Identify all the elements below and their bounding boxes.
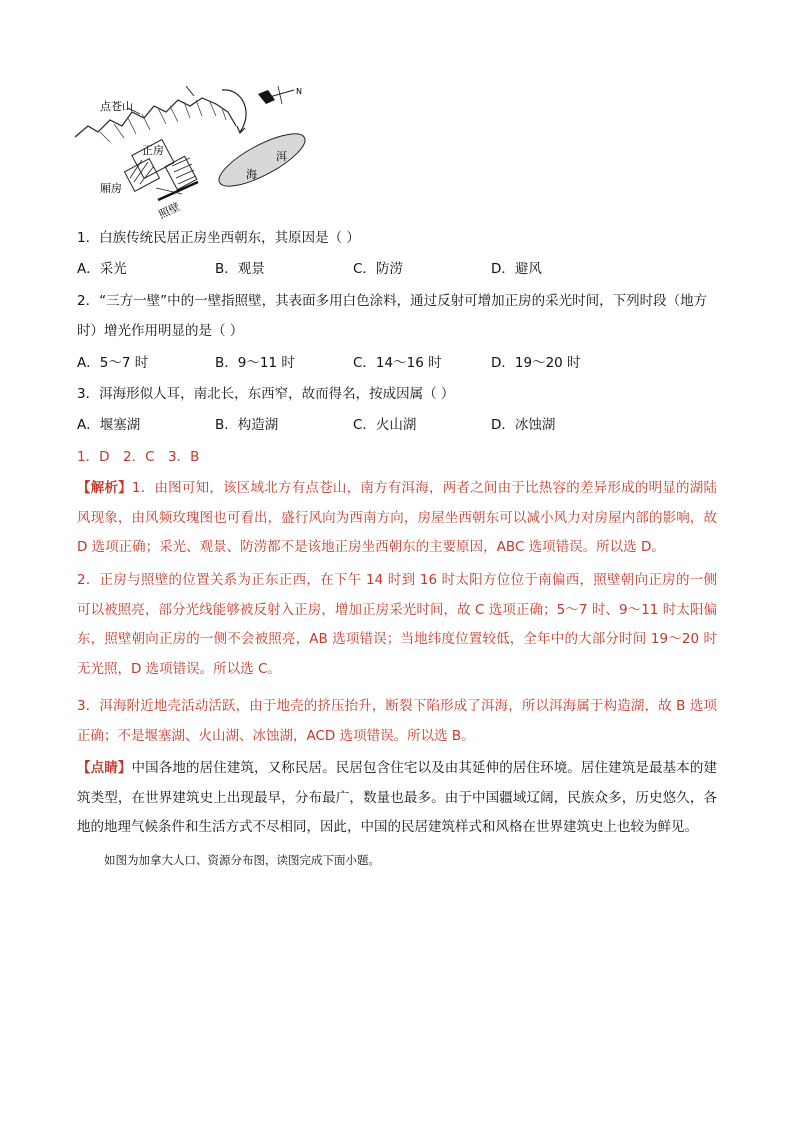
north-arrow-icon	[258, 86, 302, 104]
q2-option-c: C．14～16 时	[353, 355, 442, 371]
key-point-paragraph	[77, 754, 717, 843]
analysis-tag: 【解析】	[77, 480, 132, 496]
main-house-label: 正房	[142, 144, 164, 157]
wing-house-label: 厢房	[100, 182, 122, 195]
q3-option-b: B．构造湖	[215, 417, 279, 433]
question-2-line-2: 时）增光作用明显的是（ ）	[77, 323, 244, 339]
north-label: N	[296, 87, 302, 96]
next-question-intro: 如图为加拿大人口、资源分布图，读图完成下面小题。	[104, 853, 380, 867]
question-1: 1．白族传统民居正房坐西朝东，其原因是（ ）	[77, 230, 360, 246]
analysis-paragraph-1	[77, 474, 717, 563]
q2-option-a: A．5～7 时	[77, 355, 149, 371]
analysis-paragraph-2: 2．正房与照壁的位置关系为正东正西，在下午 14 时到 16 时太阳方位位于南偏西，照壁朝向正房的一侧可以被照亮，部分光线能够被反射入正房，增加正房采光时间，故 C 选项正确；5～7 时、9～11 时太阳偏东，照壁朝向正房的一侧不会被照亮，AB 选项错误；当地纬度位置较低，全年中的大部分时间 19～20 时无光照，D 选项错误。所以选 C。	[77, 572, 717, 677]
lake-label-1: 海	[246, 168, 257, 181]
question-2-line-1: 2．“三方一壁”中的一壁指照壁，其表面多用白色涂料，通过反射可增加正房的采光时间，下列时段（地方	[77, 293, 708, 309]
erhai-lake	[213, 124, 312, 196]
bai-residence-diagram	[70, 82, 330, 222]
q2-option-b: B．9～11 时	[215, 355, 295, 371]
q1-option-b: B．观景	[215, 261, 265, 277]
answer-key: 1．D 2．C 3．B	[77, 449, 200, 465]
q3-option-d: D．冰蚀湖	[491, 417, 556, 433]
q2-option-d: D．19～20 时	[491, 355, 581, 371]
lake-label-2: 洱	[276, 150, 287, 163]
analysis-text-1: 1．由图可知，该区域北方有点苍山，南方有洱海，两者之间由于比热容的差异形成的明显的湖陆风现象，由风频玫瑰图也可看出，盛行风向为西南方向，房屋坐西朝东可以减小风力对房屋内部的影响，故 D 选项正确；采光、观景、防涝都不是该地正房坐西朝东的主要原因，ABC 选项错误。所以选 D。	[77, 480, 717, 555]
analysis-paragraph-3: 3．洱海附近地壳活动活跃，由于地壳的挤压抬升，断裂下陷形成了洱海，所以洱海属于构造湖，故 B 选项正确；不是堰塞湖、火山湖、冰蚀湖，ACD 选项错误。所以选 B。	[77, 698, 717, 744]
wing-house	[100, 159, 160, 195]
question-3: 3．洱海形似人耳，南北长，东西窄，故而得名，按成因属（ ）	[77, 386, 455, 402]
key-point-tag: 【点睛】	[77, 760, 132, 776]
q1-option-c: C．防涝	[353, 261, 403, 277]
q1-option-a: A．采光	[77, 261, 127, 277]
mountain-label: 点苍山	[100, 100, 133, 113]
screen-wall-label: 照壁	[156, 200, 183, 222]
q1-option-d: D．避风	[491, 261, 542, 277]
screen-wall	[158, 182, 198, 200]
key-point-text: 中国各地的居住建筑，又称民居。民居包含住宅以及由其延伸的居住环境。居住建筑是最基本的建筑类型，在世界建筑史上出现最早，分布最广，数量也最多。由于中国疆域辽阔，民族众多，历史悠久，各地的地理气候条件和生活方式不尽相同，因此，中国的民居建筑样式和风格在世界建筑史上也较为鲜见。	[77, 760, 718, 835]
q3-option-a: A．堰塞湖	[77, 417, 141, 433]
q3-option-c: C．火山湖	[353, 417, 417, 433]
